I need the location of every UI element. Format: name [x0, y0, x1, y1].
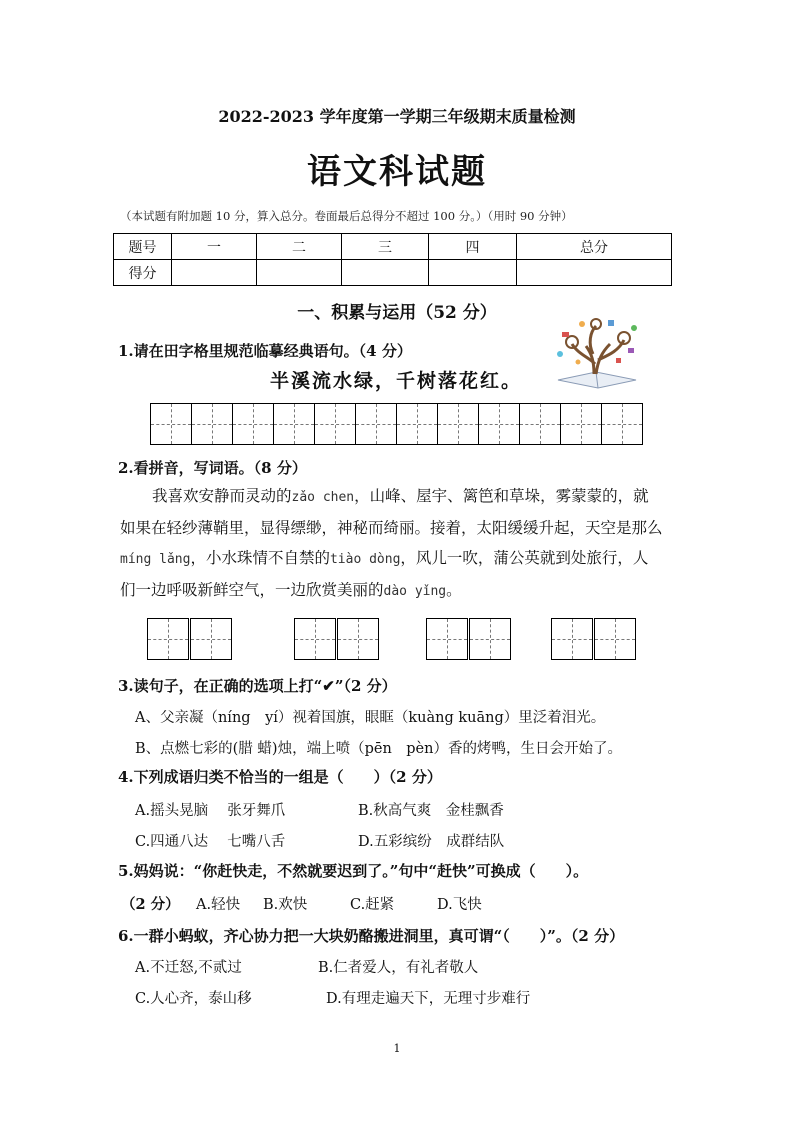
page-number: 1 — [393, 1042, 401, 1055]
q3-option-a[interactable]: A、父亲凝（níng yí）视着国旗，眼眶（kuàng kuāng）里泛着泪光。 — [135, 710, 606, 726]
q2-text: 。 — [446, 581, 462, 599]
tian-zi-ge-cell[interactable] — [191, 403, 233, 445]
q2-passage-line — [120, 575, 675, 607]
q4-option-c[interactable]: C.四通八达 七嘴八舌 — [135, 834, 286, 850]
q6-option-b[interactable]: B.仁者爱人，有礼者敬人 — [318, 960, 479, 976]
tian-zi-ge-cell[interactable] — [314, 403, 356, 445]
tian-zi-ge-cell[interactable] — [355, 403, 397, 445]
tian-zi-ge-cell[interactable] — [551, 618, 593, 660]
exam-note: （本试题有附加题 10 分，算入总分。卷面最后总得分不超过 100 分。）（用时 90 分钟） — [120, 209, 573, 223]
q2-pinyin: tiào dòng — [329, 552, 401, 567]
q2-text: 们一边呼吸新鲜空气，一边欣赏美丽的 — [120, 581, 384, 599]
tian-zi-ge-cell[interactable] — [273, 403, 315, 445]
q2-title: 2.看拼音，写词语。（8 分） — [118, 459, 307, 477]
q3-title: 3.读句子，在正确的选项上打“✔”（2 分） — [118, 677, 397, 695]
q5-option-a[interactable]: A.轻快 — [196, 897, 241, 913]
q4-option-d[interactable]: D.五彩缤纷 成群结队 — [358, 834, 505, 850]
q5-option-c[interactable]: C.赶紧 — [350, 897, 395, 913]
q6-title: 6.一群小蚂蚁，齐心协力把一大块奶酪搬进洞里，真可谓“（ ）”。（2 分） — [118, 927, 625, 945]
score-table — [113, 233, 672, 286]
score-cell-section-2: 二 — [257, 234, 342, 260]
q2-passage — [120, 481, 675, 607]
tian-zi-ge-cell[interactable] — [519, 403, 561, 445]
score-input-2[interactable] — [257, 260, 342, 286]
tian-zi-ge-cell[interactable] — [426, 618, 468, 660]
q2-text: ，山峰、屋宇、篱笆和草垛，雾蒙蒙的，就 — [354, 487, 649, 505]
tian-zi-ge-cell[interactable] — [294, 618, 336, 660]
tian-zi-ge-cell[interactable] — [337, 618, 379, 660]
score-row-label: 得分 — [114, 260, 172, 286]
q5-option-b[interactable]: B.欢快 — [263, 897, 308, 913]
q2-text: 我喜欢安静而灵动的 — [152, 487, 292, 505]
q4-option-b[interactable]: B.秋高气爽 金桂飘香 — [358, 803, 504, 819]
knowledge-tree-illustration — [548, 314, 646, 392]
q4-option-a[interactable]: A.摇头晃脑 张牙舞爪 — [135, 803, 286, 819]
q1-verse: 半溪流水绿，千树落花红。 — [270, 370, 523, 392]
q2-text: ，风儿一吹，蒲公英就到处旅行，人 — [400, 549, 649, 567]
exam-subtitle: 2022-2023 学年度第一学期三年级期末质量检测 — [218, 107, 576, 126]
score-table-header-row — [114, 234, 672, 260]
score-cell-total: 总分 — [517, 234, 672, 260]
score-input-1[interactable] — [172, 260, 257, 286]
section-title: 一、积累与运用（52 分） — [297, 303, 497, 323]
q2-passage-line — [120, 543, 675, 575]
q6-option-a[interactable]: A.不迁怒,不贰过 — [135, 960, 242, 976]
score-cell-section-1: 一 — [172, 234, 257, 260]
score-input-4[interactable] — [429, 260, 517, 286]
score-input-3[interactable] — [342, 260, 429, 286]
tian-zi-ge-cell[interactable] — [560, 403, 602, 445]
q2-pinyin: zǎo chen — [291, 490, 355, 505]
q2-pinyin: dào yǐng — [383, 584, 447, 599]
q4-title: 4.下列成语归类不恰当的一组是（ ）（2 分） — [118, 768, 442, 786]
score-cell-section-4: 四 — [429, 234, 517, 260]
score-table-score-row — [114, 260, 672, 286]
q6-option-d[interactable]: D.有理走遍天下，无理寸步难行 — [326, 991, 531, 1007]
tian-zi-ge-cell[interactable] — [478, 403, 520, 445]
tian-zi-ge-cell[interactable] — [147, 618, 189, 660]
tian-zi-ge-cell[interactable] — [594, 618, 636, 660]
tian-zi-ge-cell[interactable] — [469, 618, 511, 660]
score-input-total[interactable] — [517, 260, 672, 286]
score-cell-section-3: 三 — [342, 234, 429, 260]
score-cell-label: 题号 — [114, 234, 172, 260]
q3-option-b[interactable]: B、点燃七彩的(腊 蜡)烛，端上喷（pēn pèn）香的烤鸭，生日会开始了。 — [135, 741, 622, 757]
q6-option-c[interactable]: C.人心齐，泰山移 — [135, 991, 252, 1007]
q5-option-d[interactable]: D.飞快 — [437, 897, 482, 913]
q5-score: （2 分） — [121, 896, 180, 913]
q1-title: 1.请在田字格里规范临摹经典语句。（4 分） — [118, 342, 412, 360]
tian-zi-ge-cell[interactable] — [396, 403, 438, 445]
tian-zi-ge-cell[interactable] — [190, 618, 232, 660]
q2-pinyin: míng lǎng — [120, 552, 191, 567]
tian-zi-ge-cell[interactable] — [150, 403, 192, 445]
tian-zi-ge-cell[interactable] — [601, 403, 643, 445]
q2-passage-line — [120, 481, 675, 513]
q2-passage-line: 如果在轻纱薄鞘里，显得缥缈，神秘而绮丽。接着，太阳缓缓升起，天空是那么 — [120, 519, 663, 537]
exam-title: 语文科试题 — [307, 152, 487, 192]
tian-zi-ge-cell[interactable] — [232, 403, 274, 445]
q5-title: 5.妈妈说：“你赶快走，不然就要迟到了。”句中“赶快”可换成（ ）。 — [118, 862, 589, 880]
copy-grid-row[interactable] — [150, 403, 647, 445]
q2-text: ，小水珠情不自禁的 — [190, 549, 330, 567]
tian-zi-ge-cell[interactable] — [437, 403, 479, 445]
